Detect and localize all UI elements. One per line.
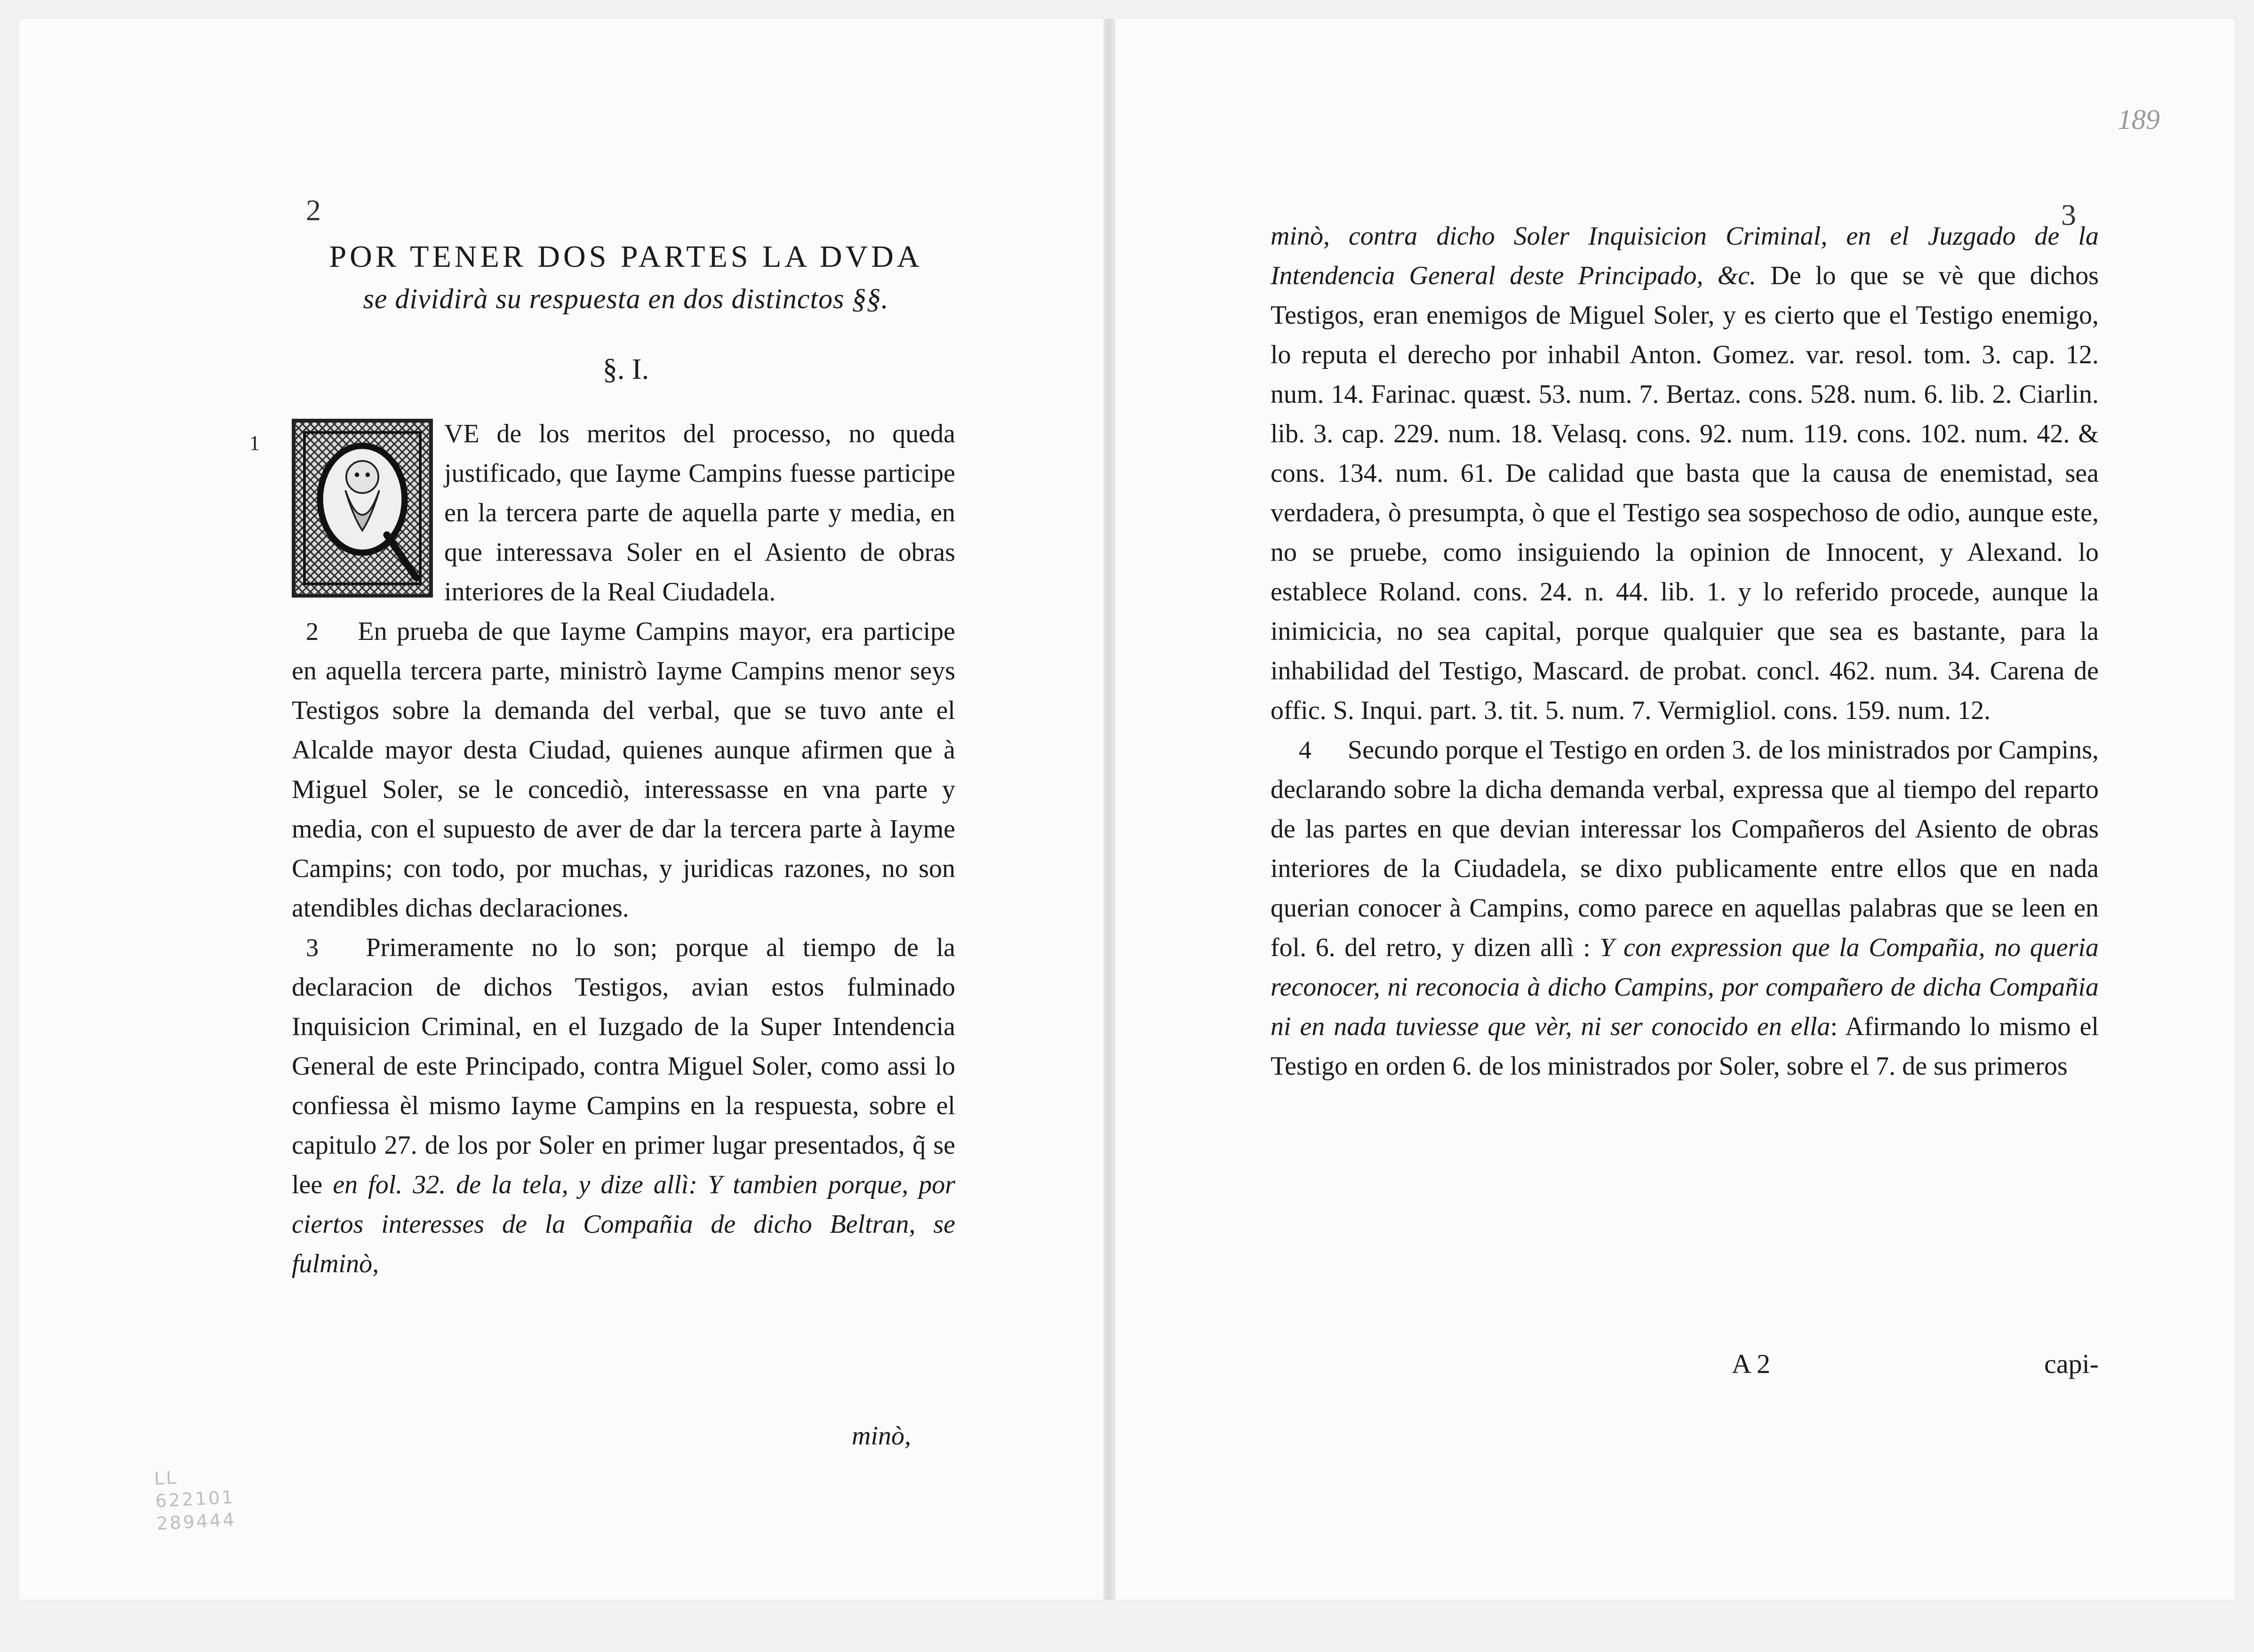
right-catchword: capi-: [2044, 1349, 2099, 1379]
heading-title: POR TENER DOS PARTES LA DVDA: [329, 239, 923, 274]
section-mark: §. I.: [602, 353, 649, 385]
heading-subtitle: se dividirà su respuesta en dos distinctos §§.: [363, 283, 889, 314]
paragraph-2-text: En prueba de que Iayme Campins mayor, era participe en aquella tercera parte, ministrò Iayme Campins menor seys Testigos sobre la demanda del verbal, que se tuvo ante el Alcalde mayor desta Ciudad, quienes aunque afirmen que à Miguel Soler, se le concediò, interessasse en vna parte y media, con el supuesto de aver de dar la tercera parte à Iayme Campins; con todo, por muchas, y juridicas razones, no son atendibles dichas declaraciones.: [292, 617, 955, 923]
archive-note-line: 622101: [155, 1486, 236, 1512]
right-text-column: [1271, 216, 2099, 1086]
bearded-figure-icon: [296, 423, 429, 594]
paragraph-4-quote: Y con expression que la Compañia, no queria reconocer, ni reconocia à dicho Campins, por compañero de dicha Compañia ni en nada tuviesse que vèr, ni ser conocido en ella: [1271, 933, 2099, 1041]
right-page: [1115, 19, 2235, 1600]
archive-pencil-note: [153, 1460, 307, 1535]
paragraph-2: [292, 612, 955, 928]
paragraph-3: [292, 928, 955, 1284]
signature-mark: A 2: [1732, 1349, 1771, 1379]
drop-cap-woodcut: [292, 419, 433, 598]
archive-note-line: 289444: [156, 1509, 237, 1534]
paragraph-4-text: Secundo porque el Testigo en orden 3. de los ministrados por Campins, declarando sobre la dicha demanda verbal, expressa que al tiempo del reparto de las partes en que devian interessar los Compañeros del Asiento de obras interiores de la Ciudadela, se dixo publicamente entre ellos que en nada querian conocer à Campins, como parece en aquellas palabras que se leen en fol. 6. del retro, y dizen allì :: [1271, 735, 2099, 962]
right-page-footer: [1271, 1348, 2099, 1390]
archive-note-line: LL: [153, 1467, 179, 1489]
left-text-column: [249, 414, 956, 1284]
left-page-number: 2: [306, 193, 321, 227]
right-page-number: 3: [2061, 198, 2076, 231]
paragraph-4-tail: : Afirmando lo mismo el Testigo en orden 6. de los ministrados por Soler, sobre el 7. de sus primeros: [1271, 1012, 2099, 1081]
paragraph-3-number: 3: [306, 934, 319, 962]
paragraph-2-number: 2: [306, 617, 319, 646]
folio-mark: 189: [2118, 104, 2160, 135]
paragraph-3-text: Primeramente no lo son; porque al tiempo de la declaracion de dichos Testigos, avian estos fulminado Inquisicion Criminal, en el Iuzgado de la Super Intendencia General de este Principado, contra Miguel Soler, como assi lo confiessa èl mismo Iayme Campins en la respuesta, sobre el capitulo 27. de los por Soler en primer lugar presentados, q̃ se lee: [292, 933, 956, 1199]
continuation-text: De lo que se vè que dichos Testigos, eran enemigos de Miguel Soler, y es cierto que el Testigo enemigo, lo reputa el derecho por inhabil Anton. Gomez. var. resol. tom. 3. cap. 12. num. 14. Farinac. quæst. 53. num. 7. Bertaz. cons. 528. num. 6. lib. 2. Ciarlin. lib. 3. cap. 229. num. 18. Velasq. cons. 92. num. 119. cons. 102. num. 42. & cons. 134. num. 61. De calidad que basta que la causa de enemistad, sea verdadera, ò presumpta, ò que el Testigo sea sospechoso de odio, aunque este, no se pruebe, como insiguiendo la opinion de Innocent, y Alexand. lo establece Roland. cons. 24. n. 44. lib. 1. y lo referido procede, aunque la inimicicia, no sea capital, porque qualquier que sea es bastante, para la inhabilidad del Testigo, Mascard. de probat. concl. 462. num. 34. Carena de offic. S. Inqui. part. 3. tit. 5. num. 7. Vermigliol. cons. 159. num. 12.: [1271, 261, 2099, 725]
paragraph-1-text: VE de los meritos del processo, no queda justificado, que Iayme Campins fuesse participe en la tercera parte de aquella parte y media, en que interessava Soler en el Asiento de obras interiores de la Real Ciudadela.: [444, 419, 955, 607]
paragraph-3-italic: en fol. 32. de la tela, y dize allì: Y tambien porque, por ciertos interesses de la Compañia de dicho Beltran, se fulminò,: [292, 1170, 955, 1278]
document-heading: [287, 235, 965, 319]
paragraph-4: [1271, 730, 2099, 1086]
paragraph-1: [249, 414, 955, 612]
left-catchword: minò,: [852, 1421, 911, 1451]
drop-cap-letter: Q: [362, 583, 363, 584]
continuation-paragraph: [1271, 216, 2099, 730]
paragraph-1-number: 1: [249, 431, 260, 455]
book-gutter: [1103, 19, 1115, 1600]
paragraph-4-number: 4: [1299, 736, 1311, 764]
continuation-italic: minò, contra dicho Soler Inquisicion Criminal, en el Juzgado de la Intendencia General deste Principado, &c.: [1271, 222, 2099, 290]
